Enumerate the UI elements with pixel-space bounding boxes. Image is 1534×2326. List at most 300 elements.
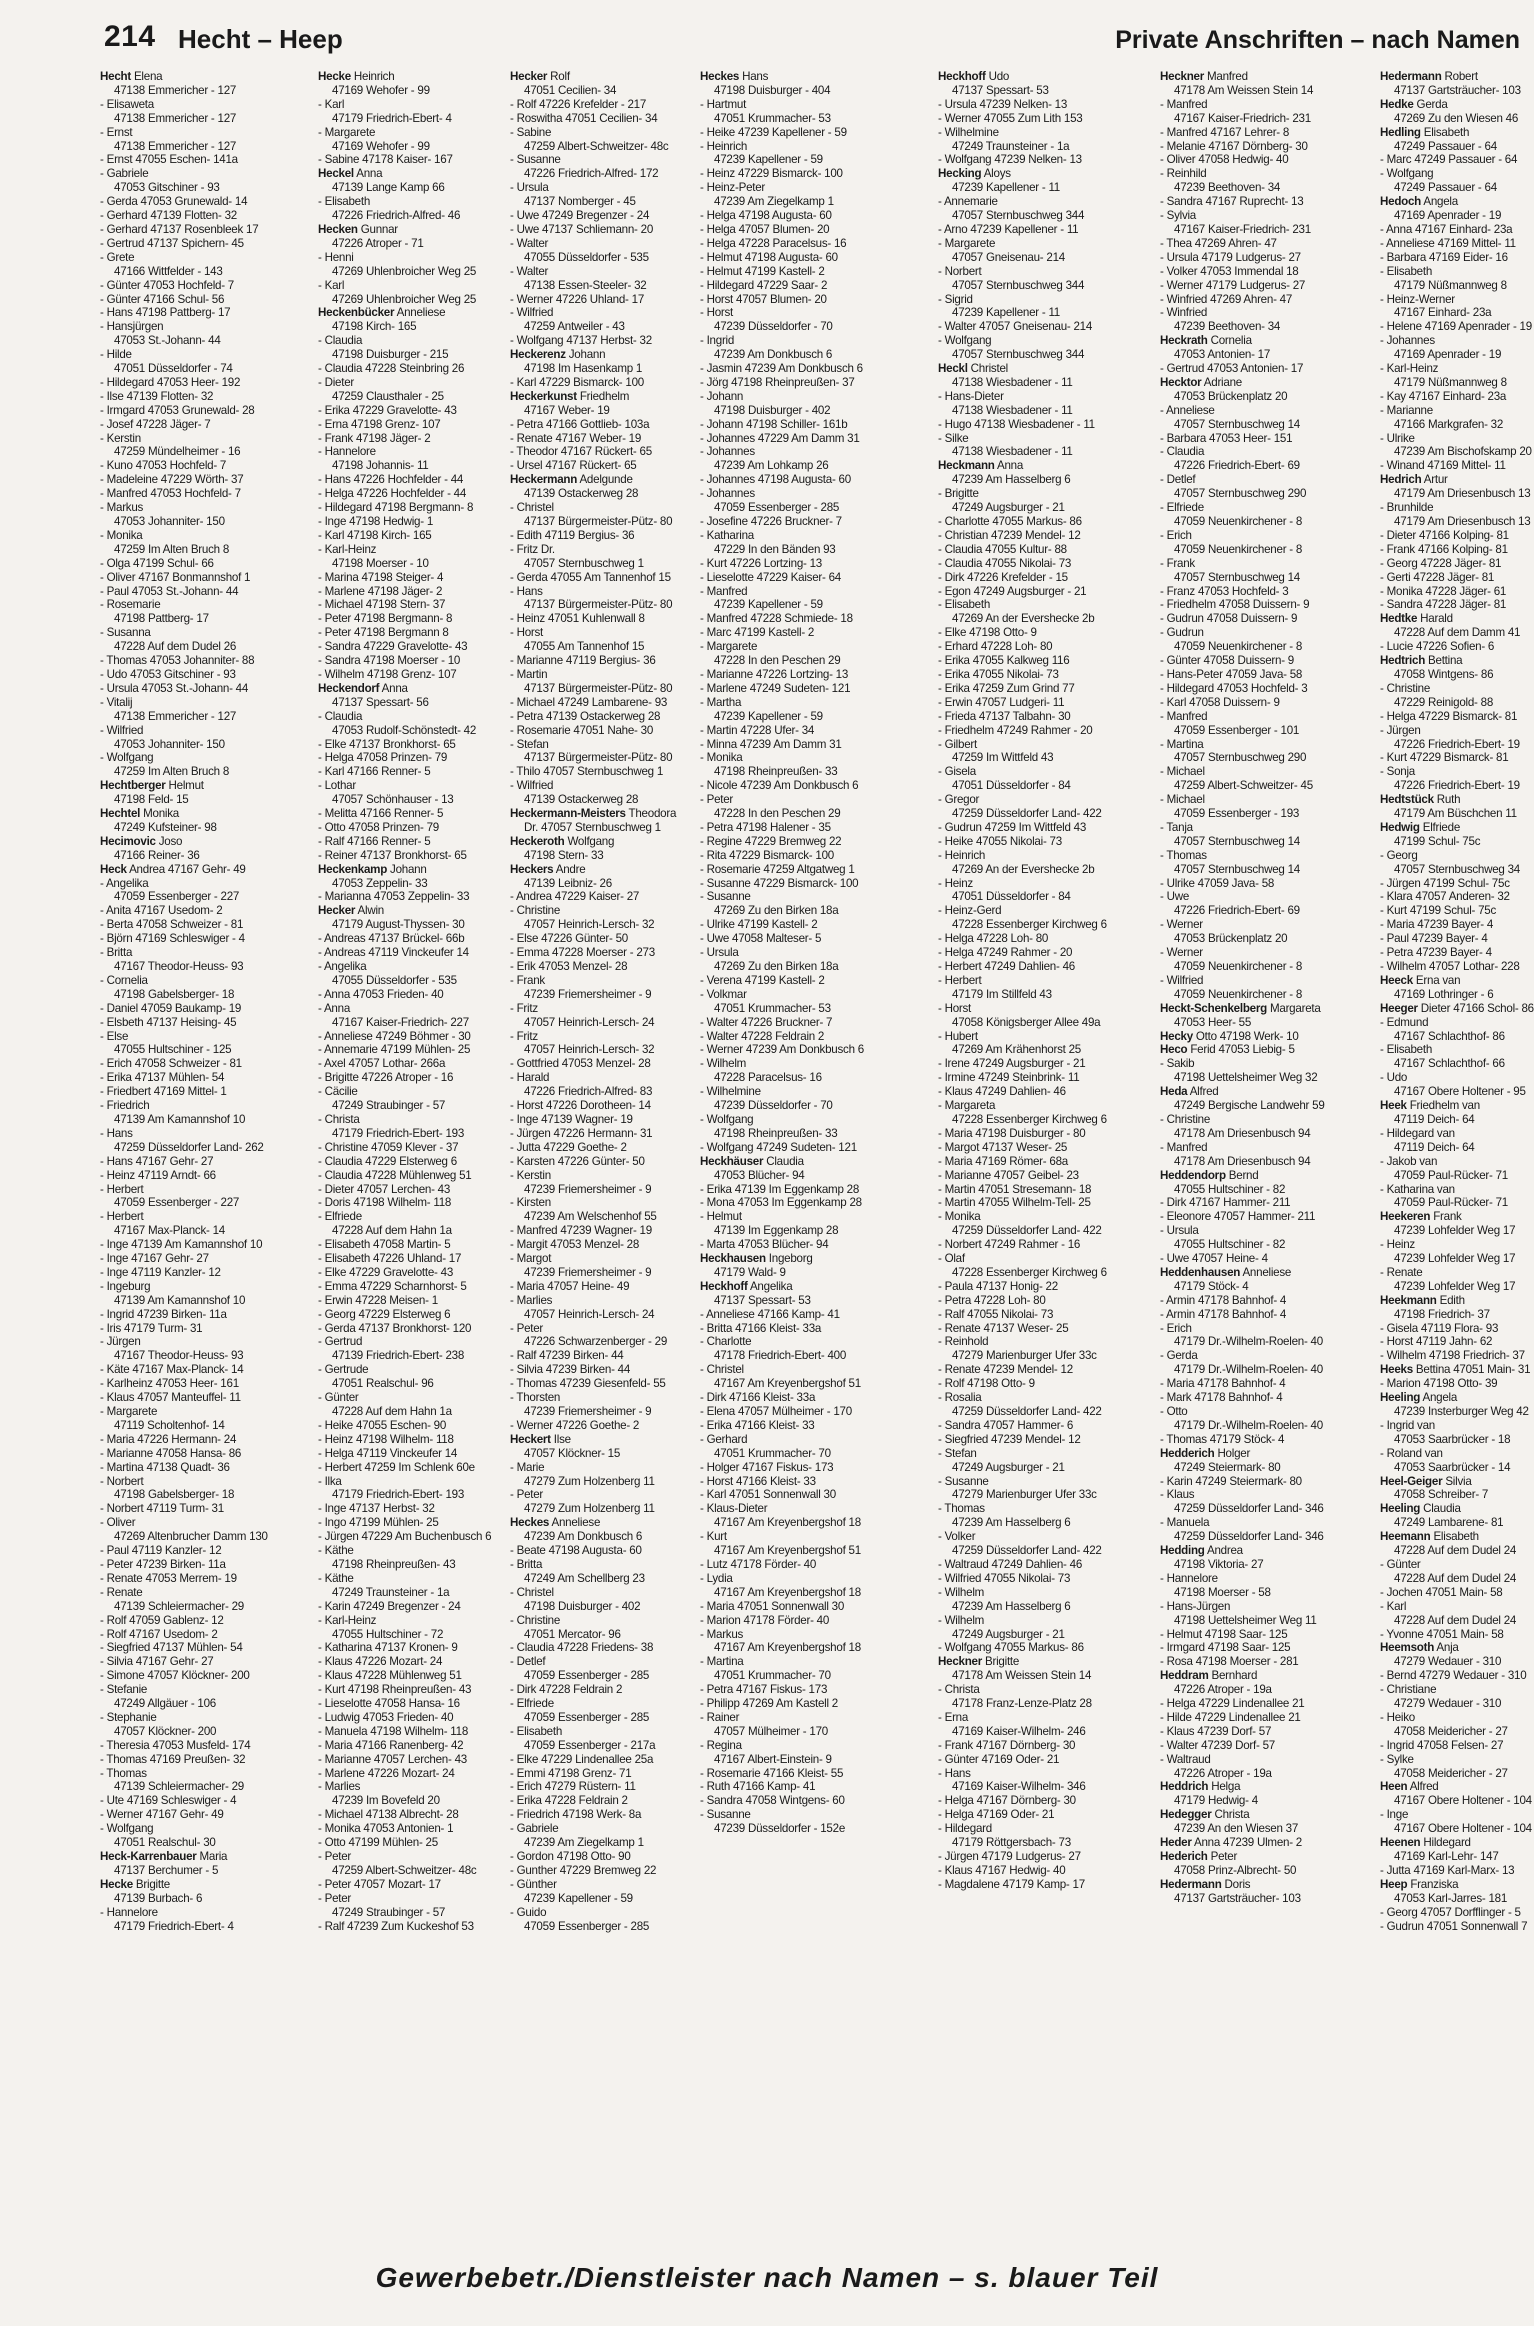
sub-entry: - Frank 47166 Kolping- 81 xyxy=(1380,542,1508,556)
address-line: 47167 Am Kreyenbergshof 18 xyxy=(714,1516,861,1530)
sub-entry: - Sandra 47167 Ruprecht- 13 xyxy=(1160,195,1304,209)
sub-entry: - Susanne 47229 Bismarck- 100 xyxy=(700,876,859,890)
address-line: 47055 Am Tannenhof 15 xyxy=(524,640,645,654)
surname-entry xyxy=(1160,1850,1360,1864)
sub-entry: - Jürgen 47199 Schul- 75c xyxy=(1380,876,1510,890)
sub-entry: - Michael 47198 Stern- 37 xyxy=(318,598,446,612)
sub-entry: - Detlef xyxy=(1160,473,1196,487)
first-name: Dieter 47166 Schol- 86 xyxy=(1420,1001,1534,1015)
address-line: 47057 Sternbuschweg 344 xyxy=(952,209,1085,223)
sub-entry: - Thomas xyxy=(1160,848,1207,862)
page-number: 214 xyxy=(104,20,156,53)
address-line: 47279 Wedauer - 310 xyxy=(1394,1655,1502,1669)
sub-entry: - Gudrun 47058 Duissern- 9 xyxy=(1160,612,1298,626)
first-name: Helmut xyxy=(168,779,204,793)
directory-column-3 xyxy=(510,70,710,2260)
address-line: 47138 Wiesbadener - 11 xyxy=(952,403,1073,417)
surname-entry xyxy=(510,348,710,362)
sub-entry: - Sandra 47229 Gravelotte- 43 xyxy=(318,640,468,654)
first-name: Joso xyxy=(158,834,183,848)
address-line: 47055 Düsseldorfer - 535 xyxy=(524,250,649,264)
first-name: Ingeborg xyxy=(768,1252,813,1266)
address-line: 47053 Heer- 55 xyxy=(1174,1015,1252,1029)
sub-entry: - Winfried 47269 Ahren- 47 xyxy=(1160,292,1293,306)
address-line: 47179 Friedrich-Ebert- 193 xyxy=(332,1126,465,1140)
address-line: 47167 Am Kreyenbergshof 51 xyxy=(714,1544,861,1558)
address-line: 47053 Brückenplatz 20 xyxy=(1174,932,1288,946)
first-name: Brigitte xyxy=(985,1655,1020,1669)
surname-entry xyxy=(318,904,518,918)
sub-entry: - Werner 47226 Uhland- 17 xyxy=(510,292,645,306)
sub-entry: - Horst 47119 Jahn- 62 xyxy=(1380,1335,1493,1349)
sub-entry: - Regine 47229 Bremweg 22 xyxy=(700,834,842,848)
sub-entry: - Jürgen 47229 Am Buchenbusch 6 xyxy=(318,1530,492,1544)
sub-entry: - Ingrid xyxy=(700,334,735,348)
address-line: 47051 Düsseldorfer - 74 xyxy=(114,362,233,376)
surname-entry xyxy=(938,70,1138,84)
address-line: 47198 Gabelsberger- 18 xyxy=(114,1488,235,1502)
sub-entry: - Ingrid 47239 Birken- 11a xyxy=(100,1307,227,1321)
address-line: 47229 Reinigold- 88 xyxy=(1394,695,1494,709)
sub-entry: - Charlotte 47055 Markus- 86 xyxy=(938,515,1082,528)
sub-entry: - Rita 47229 Bismarck- 100 xyxy=(700,848,834,862)
address-line: 47259 Düsseldorfer Land- 346 xyxy=(1174,1530,1324,1544)
sub-entry: - Vitalij xyxy=(100,695,133,709)
address-line: 47179 Wald- 9 xyxy=(714,1265,786,1279)
sub-entry: - Manuela xyxy=(1160,1516,1210,1530)
sub-entry: - Susanne xyxy=(700,890,751,904)
sub-entry: - Stefan xyxy=(510,737,549,751)
sub-entry: - Gisela xyxy=(938,765,976,779)
surname: Heel-Geiger xyxy=(1380,1474,1443,1488)
sub-entry: - Susanne xyxy=(700,1808,751,1822)
surname: Hedegger xyxy=(1160,1808,1212,1822)
surname: Heckhausen xyxy=(700,1252,766,1266)
sub-entry: - Siegfried 47239 Mendel- 12 xyxy=(938,1432,1081,1446)
first-name: Otto 47198 Werk- 10 xyxy=(1195,1029,1299,1043)
address-line: 47198 Uettelsheimer Weg 11 xyxy=(1174,1613,1317,1627)
sub-entry: - Heinz 47198 Wilhelm- 118 xyxy=(318,1432,454,1446)
sub-entry: - Karl-Heinz xyxy=(1380,362,1439,376)
sub-entry: - Christian 47239 Mendel- 12 xyxy=(938,528,1081,542)
sub-entry: - Andreas 47137 Brückel- 66b xyxy=(318,932,465,946)
sub-entry: - Erna xyxy=(938,1710,969,1724)
sub-entry: - Friedrich 47198 Werk- 8a xyxy=(510,1808,642,1822)
surname-entry xyxy=(1380,1836,1520,1850)
address-line: 47249 Bergische Landwehr 59 xyxy=(1174,1099,1325,1113)
sub-entry: - Theresia 47053 Musfeld- 174 xyxy=(100,1738,251,1752)
sub-entry: - Claudia 47055 Nikolai- 73 xyxy=(938,556,1072,570)
sub-entry: - Herbert xyxy=(100,1182,144,1196)
address-line: 47138 Emmericher - 127 xyxy=(114,139,237,153)
address-line: 47239 Lohfelder Weg 17 xyxy=(1394,1224,1516,1238)
address-line: 47259 Im Wittfeld 43 xyxy=(952,751,1054,765)
surname-entry xyxy=(1160,1878,1360,1892)
sub-entry: - Kurt 47226 Lortzing- 13 xyxy=(700,556,823,570)
sub-entry: - Sigrid xyxy=(938,292,973,306)
sub-entry: - Uwe 47137 Schliemann- 20 xyxy=(510,222,654,236)
sub-entry: - Werner 47055 Zum Lith 153 xyxy=(938,111,1083,125)
address-line: 47057 Sternbuschweg 1 xyxy=(524,556,644,570)
sub-entry: - Helene 47169 Apenrader - 19 xyxy=(1380,320,1532,334)
surname: Heeks xyxy=(1380,1363,1413,1377)
sub-entry: - Karlheinz 47053 Heer- 161 xyxy=(100,1377,239,1391)
sub-entry: - Margarete xyxy=(700,640,758,654)
sub-entry: - Petra 47139 Ostackerweg 28 xyxy=(510,709,661,723)
sub-entry: - Klaus 47239 Dorf- 57 xyxy=(1160,1724,1272,1738)
sub-entry: - Hilde 47229 Lindenallee 21 xyxy=(1160,1710,1301,1724)
surname: Hecke xyxy=(100,1877,133,1891)
directory-column-7 xyxy=(1380,70,1534,2260)
sub-entry: - Paul 47239 Bayer- 4 xyxy=(1380,932,1488,946)
address-line: 47179 Stöck- 4 xyxy=(1174,1279,1249,1293)
sub-entry: - Wolfgang xyxy=(700,1112,754,1126)
address-line: 47179 Am Büschchen 11 xyxy=(1394,807,1517,821)
first-name: Margareta xyxy=(1269,1001,1321,1015)
sub-entry: - Klara 47057 Anderen- 32 xyxy=(1380,890,1510,904)
address-line: 47249 Steiermark- 80 xyxy=(1174,1460,1281,1474)
sub-entry: - Sabine xyxy=(510,125,552,139)
sub-entry: - Wolfgang 47239 Nelken- 13 xyxy=(938,153,1082,167)
sub-entry: - Frank 47198 Jäger- 2 xyxy=(318,431,431,445)
sub-entry: - Anita 47167 Usedom- 2 xyxy=(100,904,223,918)
surname: Heckmann xyxy=(938,459,995,473)
address-line: 47249 Straubinger - 57 xyxy=(332,1099,446,1113)
address-line: 47198 Gabelsberger- 18 xyxy=(114,987,235,1001)
surname-entry xyxy=(938,362,1138,376)
sub-entry: - Erika 47228 Feldrain 2 xyxy=(510,1794,628,1808)
sub-entry: - Erika 47229 Gravelotte- 43 xyxy=(318,403,457,417)
address-line: 47051 Mercator- 96 xyxy=(524,1627,621,1641)
first-name: Johann xyxy=(568,348,606,362)
sub-entry: - Fritz xyxy=(510,1029,538,1043)
surname: Hecker xyxy=(510,70,548,83)
address-line: 47226 Atroper - 71 xyxy=(332,236,424,250)
sub-entry: - Manfred 47239 Wagner- 19 xyxy=(510,1224,652,1238)
sub-entry: - Kirsten xyxy=(510,1196,551,1210)
sub-entry: - Lothar xyxy=(318,779,356,793)
address-line: 47119 Deich- 64 xyxy=(1394,1112,1475,1126)
address-line: 47167 Theodor-Heuss- 93 xyxy=(114,1349,244,1363)
first-name: Anneliese xyxy=(1242,1265,1292,1279)
sub-entry: - Klaus 47226 Mozart- 24 xyxy=(318,1655,443,1669)
sub-entry: - Holger 47167 Fiskus- 173 xyxy=(700,1460,834,1474)
address-line: 47053 Rudolf-Schönstedt- 42 xyxy=(332,723,477,737)
sub-entry: - Petra 47166 Gottlieb- 103a xyxy=(510,417,650,431)
surname: Heckes xyxy=(700,70,740,83)
surname: Heckel xyxy=(318,167,354,181)
sub-entry: - Erna 47198 Grenz- 107 xyxy=(318,417,441,431)
sub-entry: - Iris 47179 Turm- 31 xyxy=(100,1321,203,1335)
address-line: 47138 Emmericher - 127 xyxy=(114,709,237,723)
surname-entry xyxy=(938,459,1138,473)
surname-entry xyxy=(318,306,518,320)
address-line: 47179 Hedwig- 4 xyxy=(1174,1794,1258,1808)
sub-entry: - Ursula 47239 Nelken- 13 xyxy=(938,97,1068,111)
address-line: 47053 Brückenplatz 20 xyxy=(1174,389,1288,403)
sub-entry: - Heinrich xyxy=(700,139,748,153)
sub-entry: - Horst xyxy=(700,306,734,320)
sub-entry: - Margot 47137 Weser- 25 xyxy=(938,1140,1068,1154)
sub-entry: - Georg 47229 Elsterweg 6 xyxy=(318,1307,451,1321)
address-line: 47059 Essenberger - 285 xyxy=(524,1669,650,1683)
sub-entry: - Wolfgang xyxy=(1380,167,1434,181)
address-line: 47179 Friedrich-Ebert- 4 xyxy=(332,111,452,125)
sub-entry: - Monika xyxy=(100,528,143,542)
sub-entry: - Marianne 47058 Hansa- 86 xyxy=(100,1446,242,1460)
address-line: 47239 Friemersheimer - 9 xyxy=(524,1265,652,1279)
sub-entry: - Martin 47055 Wilhelm-Tell- 25 xyxy=(938,1196,1091,1210)
sub-entry: - Manfred 47053 Hochfeld- 7 xyxy=(100,487,241,501)
sub-entry: - Yvonne 47051 Main- 58 xyxy=(1380,1627,1504,1641)
surname-entry xyxy=(1380,1099,1520,1113)
surname-entry xyxy=(1160,70,1360,84)
sub-entry: - Gilbert xyxy=(938,737,977,751)
sub-entry: - Maria 47057 Heine- 49 xyxy=(510,1279,630,1293)
surname: Hecking xyxy=(938,167,982,181)
sub-entry: - Reiner 47137 Bronkhorst- 65 xyxy=(318,848,467,862)
surname-entry xyxy=(1380,1475,1520,1489)
sub-entry: - Brunhilde xyxy=(1380,501,1434,515)
address-line: 47249 Traunsteiner - 1a xyxy=(952,139,1070,153)
address-line: 47198 Johannis- 11 xyxy=(332,459,429,473)
sub-entry: - Irmgard 47198 Saar- 125 xyxy=(1160,1641,1291,1655)
sub-entry: - Peter xyxy=(318,1850,352,1863)
sub-entry: - Heike 47055 Nikolai- 73 xyxy=(938,834,1062,848)
sub-entry: - Herbert 47259 Im Schlenk 60e xyxy=(318,1460,475,1474)
sub-entry: - Margarete xyxy=(100,1405,158,1418)
address-line: 47137 Spessart- 56 xyxy=(332,695,429,709)
first-name: Ilse xyxy=(553,1432,571,1446)
sub-entry: - Ernst xyxy=(100,125,133,139)
sub-entry: - Wolfgang 47249 Sudeten- 121 xyxy=(700,1140,857,1154)
address-line: 47139 Friedrich-Ebert- 238 xyxy=(332,1349,465,1363)
address-line: 47139 Ostackerweg 28 xyxy=(524,487,639,501)
sub-entry: - Christel xyxy=(510,501,554,515)
sub-entry: - Elisaweta xyxy=(100,97,154,111)
address-line: 47179 Dr.-Wilhelm-Roelen- 40 xyxy=(1174,1335,1323,1349)
address-line: 47229 In den Bänden 93 xyxy=(714,542,836,556)
sub-entry: - Renate 47239 Mendel- 12 xyxy=(938,1363,1073,1377)
first-name: Rolf xyxy=(550,70,570,83)
address-line: 47249 Traunsteiner - 1a xyxy=(332,1585,450,1599)
first-name: Franziska xyxy=(1410,1877,1459,1891)
address-line: 47059 Essenberger - 193 xyxy=(1174,807,1300,821)
address-line: 47059 Neuenkirchener - 8 xyxy=(1174,542,1303,556)
address-line: 47057 Klöckner- 200 xyxy=(114,1724,217,1738)
sub-entry: - Wilhelmine xyxy=(700,1085,761,1099)
sub-entry: - Helga 47229 Bismarck- 81 xyxy=(1380,709,1518,723)
sub-entry: - Günter 47169 Oder- 21 xyxy=(938,1752,1060,1766)
surname-entry xyxy=(100,779,300,793)
sub-entry: - Helmut xyxy=(700,1210,742,1224)
first-name: Gerda xyxy=(1416,97,1448,111)
sub-entry: - Claudia 47228 Steinbring 26 xyxy=(318,362,465,376)
sub-entry: - Dirk 47228 Feldrain 2 xyxy=(510,1683,623,1697)
surname-entry xyxy=(1380,1210,1520,1224)
sub-entry: - Ludwig 47053 Frieden- 40 xyxy=(318,1710,454,1724)
address-line: 47179 August-Thyssen- 30 xyxy=(332,918,465,932)
address-line: 47259 Düsseldorfer Land- 422 xyxy=(952,1224,1102,1238)
directory-column-4 xyxy=(700,70,900,2260)
sub-entry: - Britta xyxy=(510,1557,543,1571)
sub-entry: - Jürgen xyxy=(1380,723,1421,737)
sub-entry: - Manfred xyxy=(700,584,748,598)
sub-entry: - Johann xyxy=(700,389,744,403)
sub-entry: - Elisabeth xyxy=(510,1724,563,1738)
surname-entry xyxy=(1160,1169,1360,1183)
address-line: 47059 Paul-Rücker- 71 xyxy=(1394,1168,1508,1182)
sub-entry: - Dieter xyxy=(318,375,355,389)
address-line: 47228 Auf dem Dudel 24 xyxy=(1394,1544,1517,1558)
sub-entry: - Elisabeth xyxy=(1380,264,1433,278)
address-line: 47259 Düsseldorfer Land- 262 xyxy=(114,1140,264,1154)
sub-entry: - Dieter 47057 Lerchen- 43 xyxy=(318,1182,451,1196)
address-line: 47228 Auf dem Dudel 24 xyxy=(1394,1571,1517,1585)
address-line: 47259 Düsseldorfer Land- 422 xyxy=(952,1405,1102,1418)
surname: Heck-Karrenbauer xyxy=(100,1850,197,1863)
surname: Hedtrich xyxy=(1380,654,1426,668)
address-line: 47228 Essenberger Kirchweg 6 xyxy=(952,1112,1107,1126)
surname: Heckert xyxy=(510,1432,551,1446)
address-line: 47198 Kirch- 165 xyxy=(332,320,417,334)
surname: Heddram xyxy=(1160,1669,1209,1683)
first-name: Anja xyxy=(1436,1641,1459,1655)
address-line: 47239 Kapellener - 11 xyxy=(952,181,1060,195)
sub-entry: - Martin 47228 Ufer- 34 xyxy=(700,723,815,737)
sub-entry: - Dieter 47166 Kolping- 81 xyxy=(1380,528,1509,542)
sub-entry: - Christel xyxy=(510,1585,554,1599)
address-line: 47059 Essenberger - 285 xyxy=(524,1710,650,1724)
sub-entry: - Claudia xyxy=(318,334,363,348)
sub-entry: - Stephanie xyxy=(100,1710,157,1724)
sub-entry: - Anneliese 47249 Böhmer - 30 xyxy=(318,1029,471,1043)
surname: Hedderich xyxy=(1160,1446,1215,1460)
sub-entry: - Fritz Dr. xyxy=(510,542,555,556)
sub-entry: - Helga 47198 Augusta- 60 xyxy=(700,209,832,223)
sub-entry: - Sylvia xyxy=(1160,209,1197,223)
address-line: 47138 Essen-Steeler- 32 xyxy=(524,278,647,292)
address-line: 47239 Kapellener - 59 xyxy=(714,709,823,723)
address-line: 47259 Mündelheimer - 16 xyxy=(114,445,241,459)
first-name: Elfriede xyxy=(1422,820,1461,834)
address-line: 47058 Königsberger Allee 49a xyxy=(952,1015,1101,1029)
address-line: 47228 Essenberger Kirchweg 6 xyxy=(952,918,1107,932)
address-line: 47167 Kaiser-Friedrich- 227 xyxy=(332,1015,469,1029)
sub-entry: - Hildegard 47053 Heer- 192 xyxy=(100,375,241,389)
address-line: 47249 Augsburger - 21 xyxy=(952,1460,1065,1474)
sub-entry: - Uwe 47057 Heine- 4 xyxy=(1160,1252,1268,1266)
sub-entry: - Heinz 47051 Kuhlenwall 8 xyxy=(510,612,645,626)
address-line: 47051 Realschul- 96 xyxy=(332,1377,434,1391)
sub-entry: - Klaus 47228 Mühlenweg 51 xyxy=(318,1669,462,1683)
sub-entry: - Erika 47055 Kalkweg 116 xyxy=(938,654,1070,668)
surname: Heekeren xyxy=(1380,1210,1431,1224)
first-name: Bettina xyxy=(1428,654,1463,668)
sub-entry: - Oliver xyxy=(100,1516,136,1530)
address-line: 47057 Sternbuschweg 290 xyxy=(1174,751,1307,765)
address-line: 47239 An den Wiesen 37 xyxy=(1174,1822,1299,1836)
sub-entry: - Michael xyxy=(1160,793,1205,807)
sub-entry: - Emma 47228 Moerser - 273 xyxy=(510,946,655,960)
sub-entry: - Lieselotte 47058 Hansa- 16 xyxy=(318,1697,460,1711)
sub-entry: - Hannelore xyxy=(1160,1571,1218,1585)
sub-entry: - Friedhelm 47058 Duissern- 9 xyxy=(1160,598,1310,612)
address-line: 47169 Apenrader - 19 xyxy=(1394,348,1502,362)
address-line: 47139 Schleiermacher- 29 xyxy=(114,1780,244,1794)
sub-entry: - Mona 47053 Im Eggenkamp 28 xyxy=(700,1196,862,1210)
surname: Hecktor xyxy=(1160,375,1202,389)
sub-entry: - Elfriede xyxy=(1160,501,1204,515)
sub-entry: - Melanie 47167 Dörnberg- 30 xyxy=(1160,139,1308,153)
sub-entry: - Gertrud xyxy=(318,1335,363,1349)
surname: Heenen xyxy=(1380,1836,1421,1850)
sub-entry: - Thea 47269 Ahren- 47 xyxy=(1160,236,1277,250)
sub-entry: - Hildegard 47053 Hochfeld- 3 xyxy=(1160,681,1308,695)
sub-entry: - Marlene 47226 Mozart- 24 xyxy=(318,1766,455,1780)
address-line: 47167 Einhard- 23a xyxy=(1394,306,1492,320)
address-line: 47167 Schlachthof- 66 xyxy=(1394,1057,1505,1071)
sub-entry: - Christa xyxy=(938,1683,980,1697)
sub-entry: - Silvia 47167 Gehr- 27 xyxy=(100,1655,214,1669)
address-line: 47051 Realschul- 30 xyxy=(114,1836,216,1850)
sub-entry: - Karl xyxy=(1380,1599,1407,1613)
sub-entry: - Ingeburg xyxy=(100,1279,151,1293)
surname: Hederich xyxy=(1160,1850,1208,1863)
address-line: 47239 Lohfelder Weg 17 xyxy=(1394,1279,1516,1293)
sub-entry: - Olga 47199 Schul- 66 xyxy=(100,556,214,570)
sub-entry: - Anneliese xyxy=(1160,403,1215,417)
sub-entry: - Hildegard 47198 Bergmann- 8 xyxy=(318,501,474,515)
sub-entry: - Georg xyxy=(1380,848,1418,862)
address-line: 47179 Am Driesenbusch 13 xyxy=(1394,487,1531,501)
address-line: 47139 Lange Kamp 66 xyxy=(332,181,445,195)
sub-entry: - Gerda 47055 Am Tannenhof 15 xyxy=(510,570,671,584)
surname: Heep xyxy=(1380,1877,1408,1891)
sub-entry: - Friedhelm 47249 Rahmer - 20 xyxy=(938,723,1093,737)
sub-entry: - Gertrud 47137 Spichern- 45 xyxy=(100,236,244,250)
surname: Heeger xyxy=(1380,1001,1418,1015)
sub-entry: - Anna 47167 Einhard- 23a xyxy=(1380,222,1513,236)
sub-entry: - Paula 47137 Honig- 22 xyxy=(938,1279,1058,1293)
page-footer xyxy=(0,2262,1534,2312)
sub-entry: - Johannes 47229 Am Damm 31 xyxy=(700,431,860,445)
sub-entry: - Peter xyxy=(318,1891,352,1905)
sub-entry: - Christine xyxy=(510,1613,561,1627)
address-line: 47167 Kaiser-Friedrich- 231 xyxy=(1174,111,1311,125)
address-line: 47226 Schwarzenberger - 29 xyxy=(524,1335,668,1349)
address-line: 47198 Viktoria- 27 xyxy=(1174,1557,1264,1571)
sub-entry: - Jürgen 47179 Ludgerus- 27 xyxy=(938,1850,1081,1863)
address-line: 47059 Neuenkirchener - 8 xyxy=(1174,640,1303,654)
sub-entry: - Herbert xyxy=(938,973,982,987)
address-line: 47051 Krummacher- 53 xyxy=(714,1001,831,1015)
sub-entry: - Anneliese 47169 Mittel- 11 xyxy=(1380,236,1516,250)
sub-entry: - Rosemarie 47166 Kleist- 55 xyxy=(700,1766,844,1780)
address-line: 47279 Marienburger Ufer 33c xyxy=(952,1488,1097,1502)
surname: Hecke xyxy=(318,70,351,83)
address-line: 47139 Schleiermacher- 29 xyxy=(114,1599,244,1613)
address-line: 47053 Johanniter- 150 xyxy=(114,515,225,528)
surname: Heeling xyxy=(1380,1502,1421,1516)
sub-entry: - Norbert xyxy=(100,1474,144,1488)
sub-entry: - Rolf 47059 Gablenz- 12 xyxy=(100,1613,224,1627)
address-line: 47057 Sternbuschweg 344 xyxy=(952,348,1085,362)
address-line: 47198 Duisburger - 404 xyxy=(714,83,831,97)
sub-entry: - Petra 47167 Fiskus- 173 xyxy=(700,1683,828,1697)
address-line: 47169 Kaiser-Wilhelm- 346 xyxy=(952,1780,1086,1794)
address-line: 47057 Gneisenau- 214 xyxy=(952,250,1065,264)
